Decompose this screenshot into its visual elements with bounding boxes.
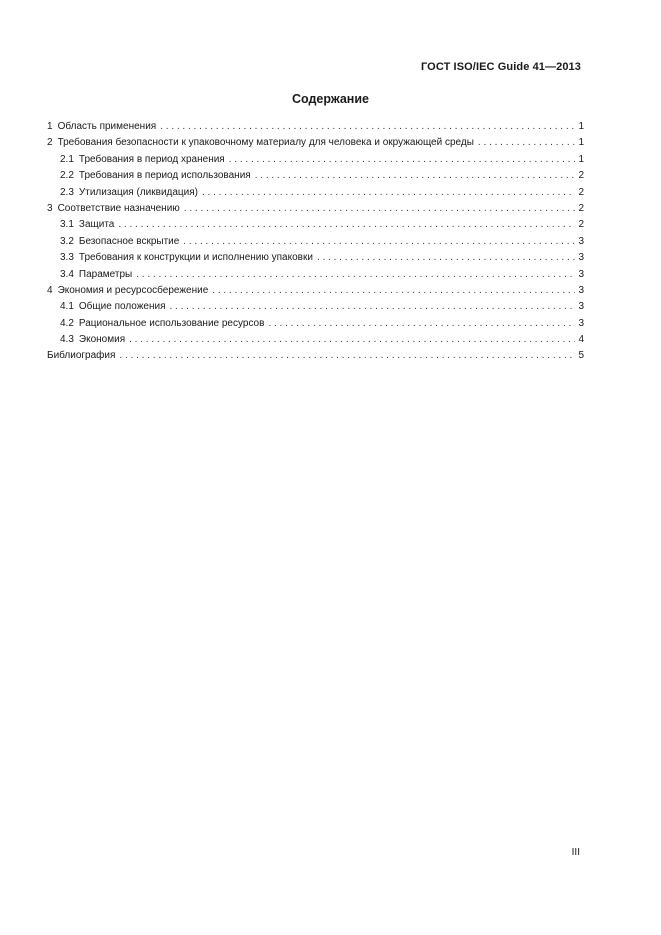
toc-entry[interactable] [47, 168, 584, 184]
table-of-contents [47, 119, 584, 365]
toc-entry[interactable] [47, 283, 584, 299]
toc-entry-title: Требования безопасности к упаковочному материалу для человека и окружающей среды [57, 137, 474, 149]
toc-entry-title: Защита [78, 219, 115, 231]
toc-entry-page: 3 [578, 301, 584, 313]
toc-entry-number: 2.1 [60, 153, 74, 165]
dot-leader [478, 135, 576, 151]
toc-entry-title: Параметры [78, 268, 133, 280]
dot-leader [212, 283, 575, 299]
toc-entry-title: Рациональное использование ресурсов [78, 317, 265, 329]
dot-leader [184, 201, 576, 217]
dot-leader [119, 348, 575, 364]
toc-entry-number: 3.2 [60, 235, 74, 247]
toc-entry-title: Общие положения [78, 301, 166, 313]
dot-leader [129, 332, 575, 348]
toc-entry[interactable] [47, 185, 584, 201]
toc-entry[interactable] [47, 267, 584, 283]
toc-entry-title: Требования к конструкции и исполнению упаковки [78, 252, 313, 264]
toc-entry[interactable] [47, 250, 584, 266]
toc-entry-number: 4 [47, 284, 53, 296]
toc-entry-page: 2 [578, 202, 584, 214]
toc-entry-bibliography[interactable] [47, 348, 584, 364]
toc-entry-number: 3.4 [60, 268, 74, 280]
dot-leader [118, 217, 575, 233]
toc-entry-number: 4.3 [60, 334, 74, 346]
toc-title: Содержание [291, 92, 369, 106]
toc-entry-page: 2 [578, 186, 584, 198]
dot-leader [160, 119, 575, 135]
toc-entry-page: 2 [578, 219, 584, 231]
toc-entry-page: 3 [578, 252, 584, 264]
toc-entry[interactable] [47, 234, 584, 250]
toc-entry-page: 3 [578, 284, 584, 296]
dot-leader [136, 267, 575, 283]
toc-entry-title: Утилизация (ликвидация) [78, 186, 198, 198]
toc-entry-title: Безопасное вскрытие [78, 235, 180, 247]
toc-entry-number: 2.2 [60, 170, 74, 182]
toc-entry-title: Соответствие назначению [57, 202, 180, 214]
toc-entry-number: 4.1 [60, 301, 74, 313]
toc-entry-number: 2 [47, 137, 53, 149]
toc-entry-number: 2.3 [60, 186, 74, 198]
toc-entry-number: 3.1 [60, 219, 74, 231]
dot-leader [317, 250, 576, 266]
toc-entry[interactable] [47, 152, 584, 168]
dot-leader [268, 316, 575, 332]
toc-entry-page: 2 [578, 170, 584, 182]
toc-entry-page: 4 [578, 334, 584, 346]
toc-entry-page: 3 [578, 317, 584, 329]
toc-entry-title: Требования в период использования [78, 170, 251, 182]
toc-entry-number: 1 [47, 121, 53, 132]
dot-leader [183, 234, 575, 250]
toc-entry-title: Библиография [47, 350, 116, 362]
toc-entry-title: Требования в период хранения [78, 153, 225, 165]
toc-entry[interactable] [47, 299, 584, 315]
dot-leader [170, 299, 576, 315]
dot-leader [229, 152, 576, 168]
toc-entry[interactable] [47, 316, 584, 332]
toc-entry-title: Экономия [78, 334, 126, 346]
toc-entry[interactable] [47, 135, 584, 151]
toc-entry[interactable] [47, 201, 584, 217]
standard-designation: ГОСТ ISO/IEC Guide 41—2013 [420, 61, 581, 73]
toc-entry-page: 5 [578, 350, 584, 362]
toc-entry[interactable] [47, 217, 584, 233]
dot-leader [255, 168, 576, 184]
page-number: III [571, 847, 580, 858]
toc-entry-page: 1 [578, 153, 584, 165]
toc-entry[interactable] [47, 332, 584, 348]
toc-entry-title: Область применения [57, 121, 157, 132]
toc-entry-page: 3 [578, 268, 584, 280]
toc-entry-page: 3 [578, 235, 584, 247]
toc-entry-page: 1 [578, 121, 584, 132]
dot-leader [202, 185, 575, 201]
toc-entry-number: 3.3 [60, 252, 74, 264]
toc-entry-title: Экономия и ресурсосбережение [57, 284, 209, 296]
toc-entry-number: 4.2 [60, 317, 74, 329]
toc-entry-page: 1 [578, 137, 584, 149]
toc-entry-number: 3 [47, 202, 53, 214]
toc-entry[interactable] [47, 119, 584, 135]
